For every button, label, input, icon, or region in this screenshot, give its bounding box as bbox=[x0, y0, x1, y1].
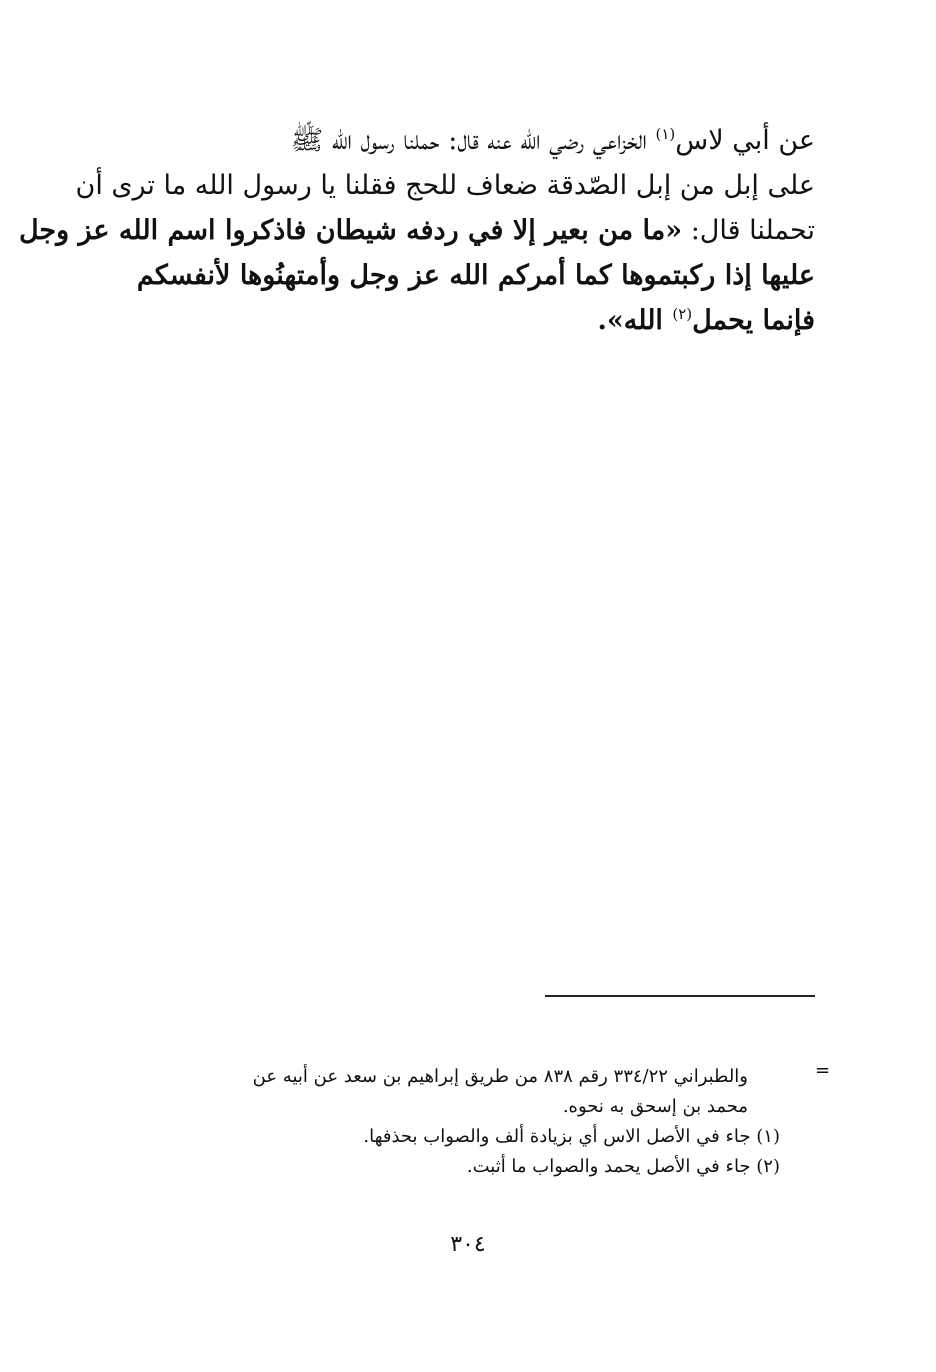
text-fragment: تحملنا قال: bbox=[682, 215, 815, 246]
continuation-mark: = bbox=[815, 1060, 831, 1081]
footnote-ref-1[interactable]: (١) bbox=[655, 125, 676, 143]
footnote-continuation: والطبراني ٣٣٤/٢٢ رقم ٨٣٨ من طريق إبراهيم بن سعد عن أبيه عن bbox=[252, 1066, 748, 1087]
text-fragment: الخزاعي رضي الله عنه قال: حملنا رسول الله ﷺ bbox=[290, 125, 656, 156]
main-line-2: على إبل من إبل الصّدقة ضعاف للحج فقلنا يا رسول الله ما ترى أن bbox=[75, 170, 815, 201]
footnote-separator bbox=[545, 995, 815, 997]
footnote-continuation: محمد بن إسحق به نحوه. bbox=[562, 1096, 748, 1117]
main-line-1 bbox=[135, 118, 815, 163]
main-line-4: عليها إذا ركبتموها كما أمركم الله عز وجل وأمتهنُوها لأنفسكم bbox=[136, 260, 815, 291]
main-line-5 bbox=[135, 298, 815, 343]
footnote-ref-2[interactable]: (٢) bbox=[672, 305, 693, 323]
footnote-1: (١) جاء في الأصل الاس أي بزيادة ألف والصواب بحذفها. bbox=[363, 1126, 780, 1147]
hadith-quote: «ما من بعير إلا في ردفه شيطان فاذكروا اسم الله عز وجل bbox=[18, 215, 683, 246]
main-text bbox=[18, 118, 815, 343]
text-fragment: عن أبي لاس bbox=[675, 125, 815, 156]
hadith-quote-close: الله». bbox=[597, 305, 673, 336]
page-number: ٣٠٤ bbox=[450, 1232, 486, 1257]
hadith-quote-end: فإنما يحمل bbox=[692, 305, 815, 336]
main-line-3 bbox=[18, 208, 815, 253]
footnote-2: (٢) جاء في الأصل يحمد والصواب ما أثبت. bbox=[466, 1156, 780, 1177]
footnotes bbox=[140, 1062, 780, 1182]
